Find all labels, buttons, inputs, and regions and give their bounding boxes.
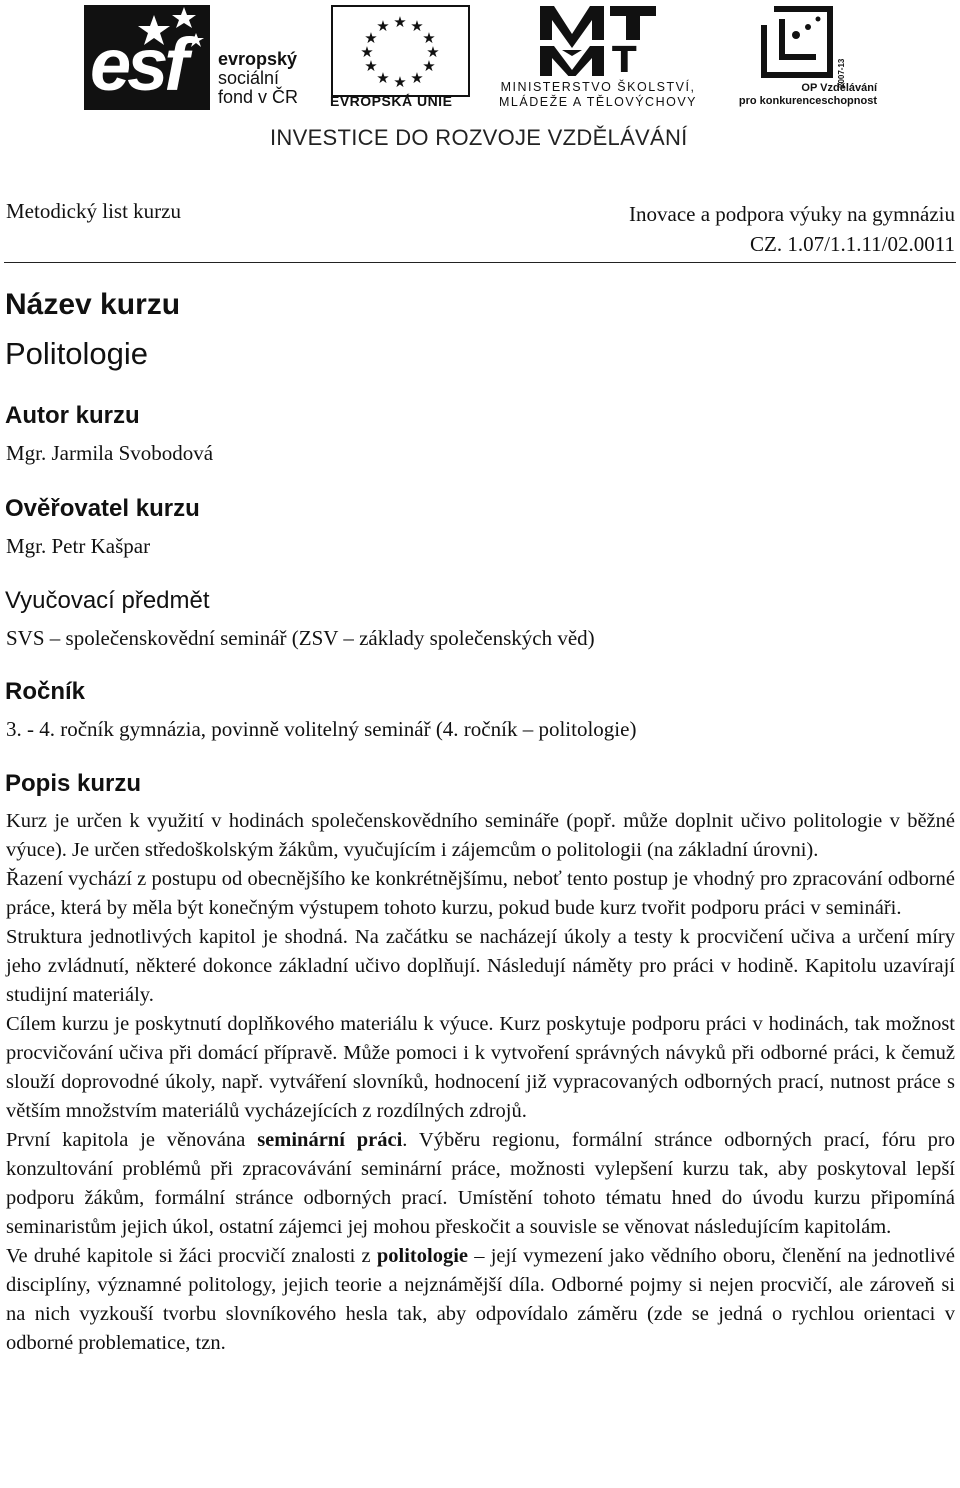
svg-text:★: ★ [360,43,374,61]
paragraph-5 [6,1126,955,1242]
svg-text:★: ★ [393,13,407,31]
msmt-logo [540,6,660,81]
subject-value: SVS – společenskovědní seminář (ZSV – základy společenských věd) [6,626,595,650]
svg-text:★: ★ [376,69,390,87]
doc-type-label: Metodický list kurzu [6,199,181,223]
eu-stars-icon [333,7,468,95]
paragraph-5-start: První kapitola je věnována [6,1129,258,1151]
grade-label: Ročník [5,678,86,705]
reviewer-label: Ověřovatel kurzu [5,495,200,522]
paragraph-1: Kurz je určen k využití v hodinách společenskovědního semináře (popř. může doplnit učivo politologie v běžné výuce). Je určen středoškolským žákům, vyučujícím i zájemcům o politologii (na základní úrovni). [6,810,955,861]
svg-text:★: ★ [393,73,407,91]
author-label: Autor kurzu [5,402,140,429]
svg-text:★: ★ [410,17,424,35]
paragraph-3: Struktura jednotlivých kapitol je shodná. Na začátku se nacházejí úkoly a testy k procvičení učiva a určení míry jeho zvládnutí, některé dokonce základní učivo doplňují. Následují náměty pro práci v hodině. Kapitolu uzavírají studijní materiály. [6,926,955,1006]
esf-letters: esf [90,23,185,106]
subject-label: Vyučovací předmět [5,587,210,614]
paragraph-5-bold: seminární práci [257,1129,403,1151]
project-name: Inovace a podpora výuky na gymnáziu [629,202,955,226]
paragraph-6-bold: politologie [376,1245,468,1267]
project-code: CZ. 1.07/1.1.11/02.0011 [750,232,955,256]
paragraph-6-start: Ve druhé kapitole si žáci procvičí znalosti z [6,1245,377,1267]
reviewer-value: Mgr. Petr Kašpar [6,534,151,558]
eu-label: EVROPSKÁ UNIE [330,93,453,109]
svg-text:★: ★ [376,17,390,35]
svg-text:★: ★ [426,43,440,61]
header-divider [4,262,956,263]
msmt-letters-icon [540,6,660,76]
msmt-line2: MLÁDEŽE A TĚLOVÝCHOVY [499,95,697,109]
course-name-label: Název kurzu [5,288,181,321]
paragraph-6-rest: – její vymezení jako vědního oboru, členění na jednotlivé disciplíny, významné politology, jejich teorie a nejznámější díla. Odborné pojmy si nejen procvičí, ale zároveň si na nich vyzkouší tvorbu slovníkového hesla tak, aby odpovídalo záměru (zde se jedná o rychlou orientaci v odborné problematice, tzn. [6,1245,955,1354]
op-text [727,82,877,108]
paragraph-2: Řazení vychází z postupu od obecnějšího ke konkrétnějšímu, neboť tento postup je vhodný pro zpracování odborné práce, která by měla být konečným výstupem tohoto kurzu, pokud bude kurz tvořit podporu práci v semináři. [6,868,955,919]
investice-banner: INVESTICE DO ROZVOJE VZDĚLÁVÁNÍ [270,125,688,150]
msmt-line1: MINISTERSTVO ŠKOLSTVÍ, [500,80,696,94]
svg-text:T: T [612,40,637,76]
svg-text:★: ★ [422,57,436,75]
esf-text [218,50,298,107]
grade-value: 3. - 4. ročník gymnázia, povinně volitelný seminář (4. ročník – politologie) [6,717,637,741]
paragraph-5-rest: . Výběru regionu, formální stránce odborných prací, fóru pro konzultování problémů při zpracovávání seminární práce, možnosti vylepšení kurzu tak, aby poskytoval lepší podporu žákům, formální stránce odborných prací. Umístění tohoto tématu hned do úvodu kurzu připomíná seminaristům jejich úkol, ostatní zájemci jej mohou přeskočit a souvisle se věnovat následujícím kapitolám. [6,1129,955,1238]
esf-line3: fond v ČR [218,87,299,107]
svg-text:★: ★ [364,29,378,47]
op-line1: OP Vzdělávání [801,82,877,94]
svg-text:★: ★ [422,29,436,47]
op-logo [760,5,846,81]
paragraph-4: Cílem kurzu je poskytnutí doplňkového materiálu k výuce. Kurz poskytuje podporu práci v hodinách, tak možnost procvičování učiva při domácí přípravě. Může pomoci i k vytvoření správných návyků při odborné práci, k čemuž slouží doprovodné úkoly, např. vytváření slovníků, hodnocení již vypracovaných odborných prací, nutnost práce s větším množstvím materiálů vycházejících z rozdílných zdrojů. [6,1013,955,1122]
op-frame-icon [760,5,846,81]
paragraph-6 [6,1242,955,1358]
svg-text:★: ★ [410,69,424,87]
op-line2: pro konkurenceschopnost [738,95,877,107]
op-years: 2007-13 [837,58,846,88]
description-label: Popis kurzu [5,770,142,797]
esf-line1: evropský [218,49,298,69]
msmt-text [478,80,718,110]
esf-logo [84,5,210,110]
description-body [6,807,955,1358]
logo-strip [0,0,960,160]
svg-text:★: ★ [364,57,378,75]
esf-line2: sociální [218,68,280,88]
project-info [629,199,955,259]
eu-flag-logo [331,5,470,97]
author-value: Mgr. Jarmila Svobodová [6,441,214,465]
course-name-value: Politologie [5,336,149,371]
